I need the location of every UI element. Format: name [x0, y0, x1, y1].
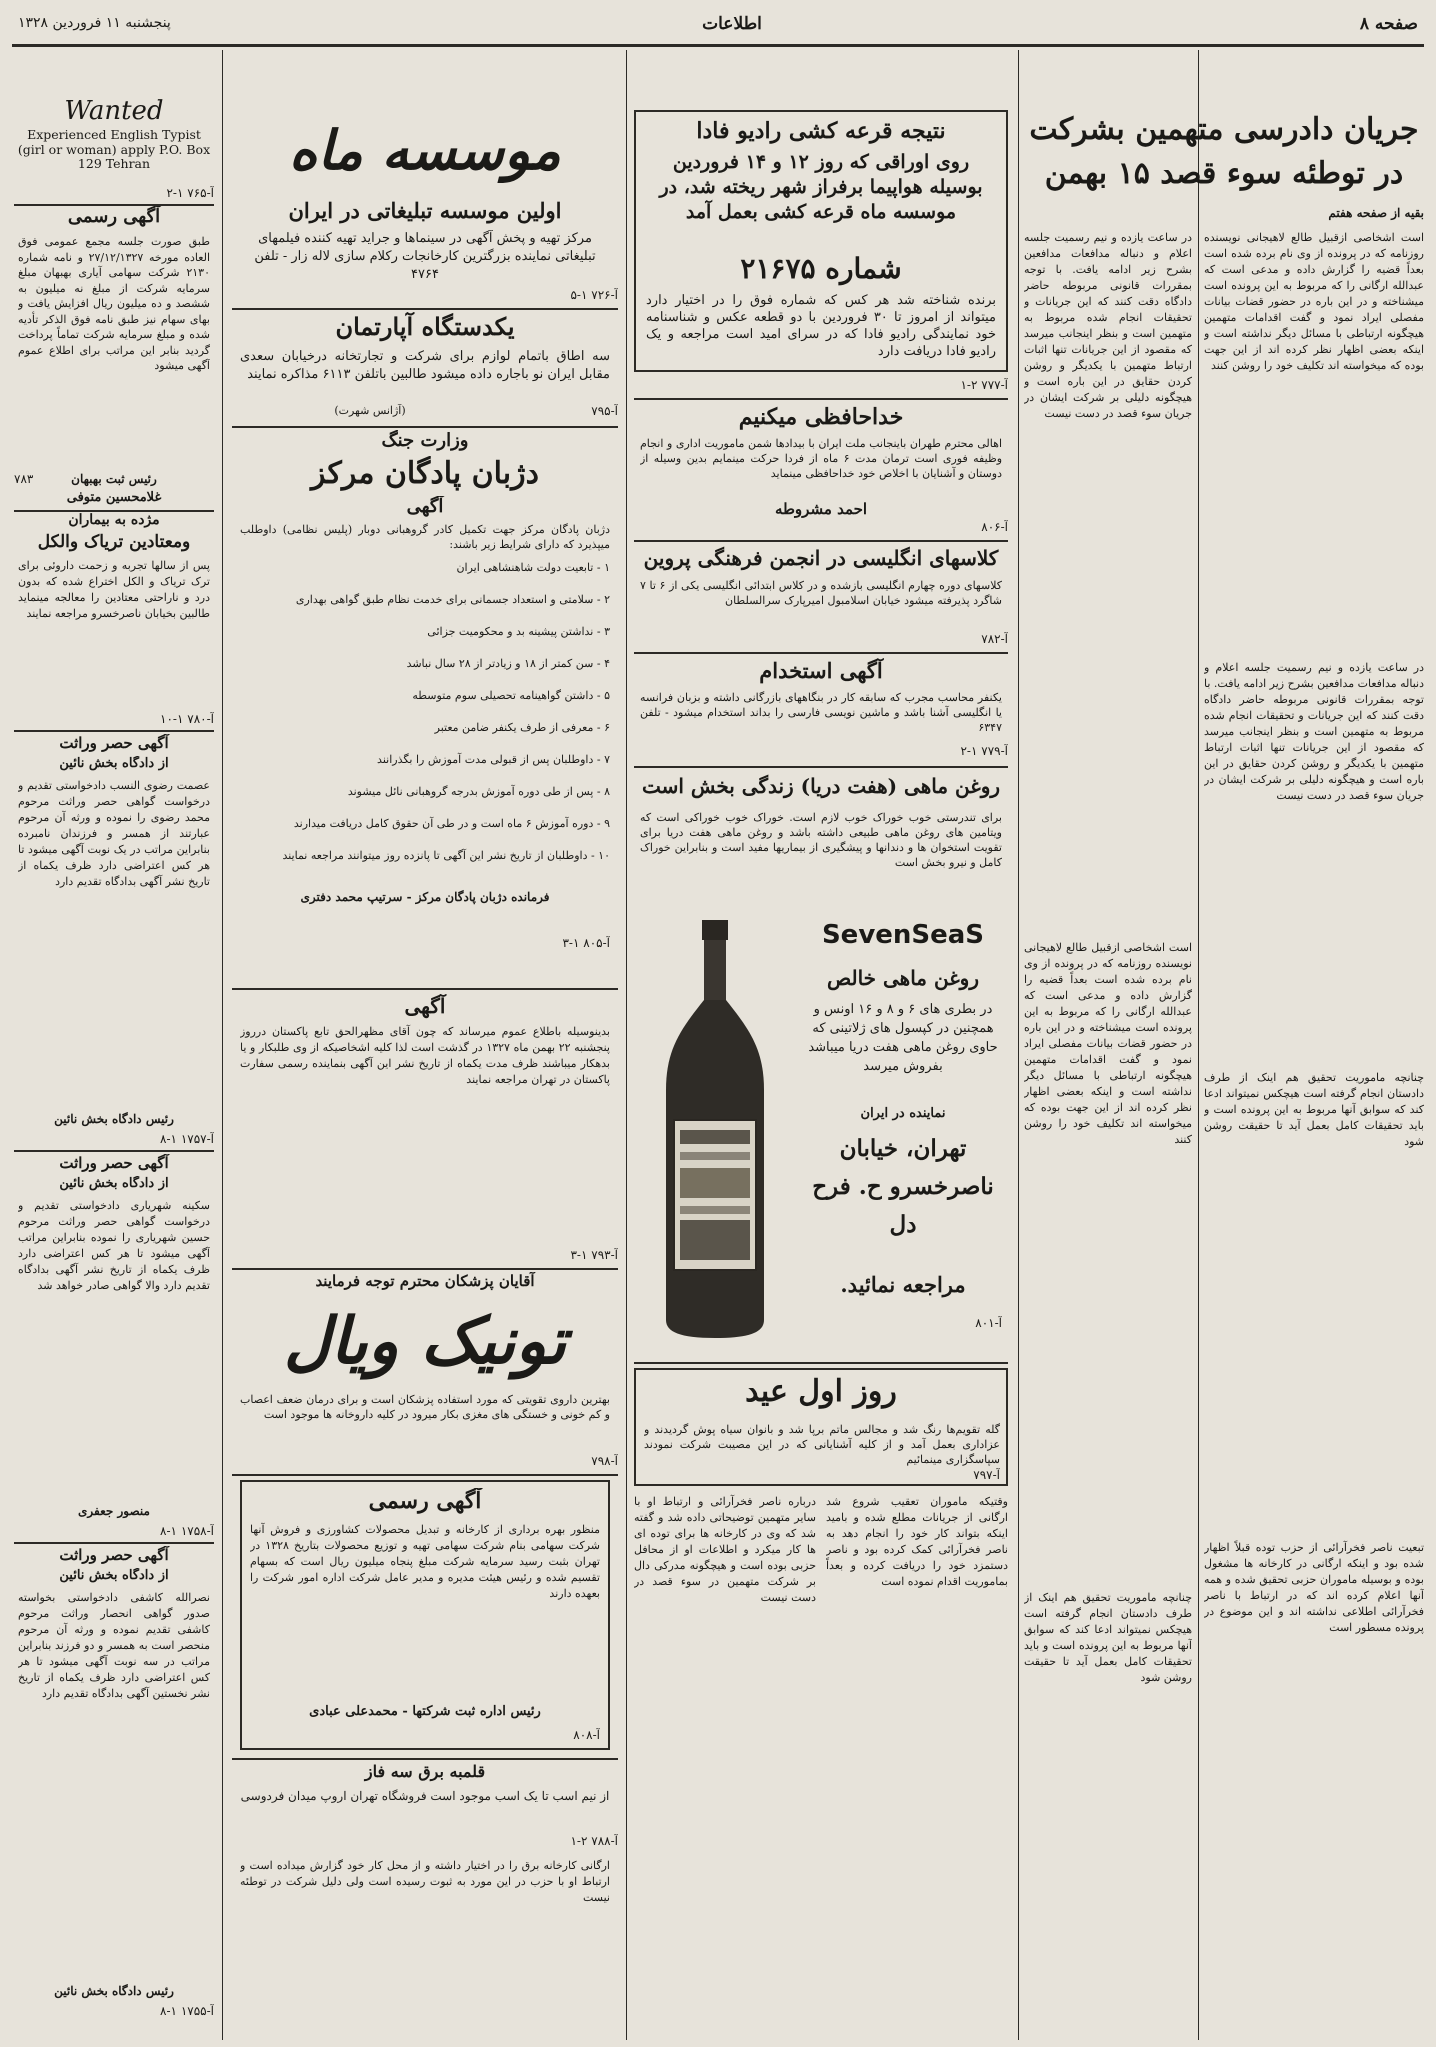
- ad-code: آ-۷۹۷: [973, 1468, 1000, 1482]
- war-intro: دژبان پادگان مرکز جهت تکمیل کادر گروهبانی دوبار (پلیس نظامی) داوطلب میپذیرد که دارای شرایط زیر باشند:: [240, 523, 610, 551]
- ad-code: آ-۸۰۵ ۱-۳: [562, 936, 610, 950]
- section-rule: [14, 1542, 214, 1544]
- ad-code: آ-۷۸۲: [981, 632, 1008, 646]
- column-rule: [626, 50, 627, 2040]
- ad-code: ۷۸۳: [14, 472, 34, 486]
- heirs-title: آگهی حصر وراثت: [59, 1154, 169, 1172]
- war-condition: ۶ - معرفی از طرف یکنفر ضامن معتبر: [434, 721, 610, 734]
- apartment-title: یکدستگاه آپارتمان: [335, 312, 515, 341]
- ad-code: آ-۷۸۰ ۱-۱۰: [160, 712, 214, 726]
- heirs-title: آگهی حصر وراثت: [59, 1546, 169, 1564]
- tonic-text: بهترین داروی تقویتی که مورد استفاده پزشکان است و برای درمان ضعف اعصاب و کم خونی و خستگی های مغزی بکار میرود در کلیه داروخانه ها موجود است: [240, 1393, 610, 1421]
- trial-paragraph: در ساعت یازده و نیم رسمیت جلسه اعلام و دنباله مدافعات مدافعین بشرح زیر ادامه یافت. با توجه بمقررات قانونی مربوطه حاضر دادگاه دقت کنند که این جریانات و تحقیقات انجام شده مربوط به متهمین است و بنظر اینجانب میرسد که مقصود از این جریانات تنها اثبات ارتباط متهمین با یکدیگر و روشن کردن حقایق در این باره است و هیچگونه دلیلی بر شرکت ایشان در جریان سوء قصد در دست نیست: [1204, 661, 1424, 802]
- section-rule: [232, 1758, 618, 1760]
- section-rule: [634, 766, 1008, 768]
- heirs-signature: منصور جعفری: [78, 1504, 150, 1518]
- ad-code: آ-۱۷۵۵ ۱-۸: [160, 2004, 214, 2018]
- trial-paragraph: تبعیت ناصر فخرآرائی از حزب توده قبلاً اظهار شده بود و اینکه ارگانی در کارخانه ها مشغول بوده و بوسیله ماموران حزبی تحقیق شده و همه آنها اعلام کرده اند که در ارتباط با ناصر فخرآرائی اطلاعی نداشته اند و این موضوع در پرونده مسطور است: [1204, 1541, 1424, 1634]
- ad-code: آ-۷۷۷ ۲-۱: [960, 378, 1008, 392]
- war-signature: فرمانده دژبان پادگان مرکز - سرتیپ محمد دفتری: [300, 890, 550, 904]
- classes-text: کلاسهای دوره چهارم انگلیسی بازشده و در کلاس ابتدائی انگلیسی یکی از ۶ تا ۷ شاگرد پذیرفته میشود خیابان اسلامبول امیرپارک سرالسلطان: [640, 579, 1002, 607]
- column-rule: [1198, 50, 1199, 2040]
- war-title: دژبان پادگان مرکز: [310, 456, 540, 491]
- cure-text: پس از سالها تجربه و زحمت داروئی برای ترک تریاک و الکل اختراع شده که بدون درد و ناراحتی معتادین را معالجه مینماید طالبین بخیابان ناصرخسرو مراجعه نمایند: [18, 559, 210, 620]
- date-line: پنجشنبه ۱۱ فروردین ۱۳۲۸: [18, 15, 171, 31]
- official-signature: رئیس ثبت بهبهان: [71, 472, 157, 486]
- apartment-note: (آژانس شهرت): [334, 404, 406, 417]
- ad-code: آ-۷۶۵ ۱-۲: [166, 186, 214, 200]
- heirs-subtitle: از دادگاه بخش نائین: [59, 1568, 169, 1583]
- oil-bottle-icon: [640, 920, 790, 1340]
- section-rule: [634, 652, 1008, 654]
- heirs-signature: رئیس دادگاه بخش نائین: [54, 1984, 174, 1998]
- war-condition: ۹ - دوره آموزش ۶ ماه است و در طی آن حقوق کامل دریافت میدارند: [293, 817, 610, 830]
- seven-seas-agent: نماینده در ایران: [860, 1106, 946, 1121]
- official-title: آگهی رسمی: [67, 206, 161, 227]
- ad-code: آ-۸۰۸: [573, 1728, 600, 1742]
- trial-paragraph: چنانچه ماموریت تحقیق هم اینک از طرف دادستان انجام گرفته است هیچکس نمیتواند ادعا کند که سوابق آنها مربوط به این پرونده است و باید تحقیقات کامل بعمل آید تا حقیقت روشن شود: [1024, 1591, 1192, 1684]
- war-condition: ۲ - سلامتی و استعداد جسمانی برای خدمت نظام طبق گواهی بهداری: [295, 593, 610, 606]
- trial-paragraph: است اشخاصی ازقبیل طالع لاهیجانی نویسنده روزنامه که در پرونده از وی نام برده شده است بعداً قضیه را گزارش داده و مدعی است که عبدالله ارگانی را که مربوط به این پرونده است میشناخته و در این باره در حضور قضات بیانات مفصلی ایراد نمود و گفت اقدامات متهمین هیچگونه ارتباطی با مسائل دیگر نداشته است و اینکه بعضی اظهار نظر کرده اند از این جهت بوده که میخواسته اند تکلیف خود را روشن کنند: [1024, 941, 1192, 1146]
- market-text: از نیم اسب تا یک اسب موجود است فروشگاه تهران اروپ میدان فردوسی: [240, 1789, 610, 1803]
- trial-paragraph: در ساعت یازده و نیم رسمیت جلسه اعلام و دنباله مدافعات مدافعین بشرح زیر ادامه یافت. با توجه بمقررات قانونی مربوطه حاضر دادگاه دقت کنند که این جریانات و تحقیقات انجام شده مربوط به متهمین است و بنظر اینجانب میرسد که مقصود از این جریانات تنها اثبات ارتباط متهمین با یکدیگر و روشن کردن حقایق در این باره است و هیچگونه دلیلی بر شرکت ایشان در جریان سوء قصد در دست نیست: [1024, 231, 1192, 420]
- war-condition: ۱ - تابعیت دولت شاهنشاهی ایران: [456, 561, 610, 574]
- seven-seas-refer: مراجعه نمائید.: [840, 1272, 966, 1297]
- ad-code: آ-۷۹۵: [591, 404, 618, 418]
- war-condition: ۸ - پس از طی دوره آموزش بدرجه گروهبانی نائل میشوند: [347, 785, 610, 798]
- war-ministry: وزارت جنگ: [381, 430, 469, 451]
- ad-code: آ-۷۸۸ ۲-۱: [570, 1834, 618, 1848]
- war-condition: ۳ - نداشتن پیشینه بد و محکومیت جزائی: [427, 625, 610, 638]
- ad-code: آ-۸۰۱: [975, 1316, 1002, 1330]
- seven-seas-address: تهران، خیابان ناصرخسرو ح. فرح دل: [812, 1135, 994, 1238]
- war-condition: ۷ - داوطلبان پس از قبولی مدت آموزش را بگذرانند: [377, 753, 610, 766]
- heirs-subtitle: از دادگاه بخش نائین: [59, 756, 169, 771]
- ad-code: آ-۷۲۶ ۱-۵: [570, 288, 618, 302]
- apartment-text: سه اطاق باتمام لوازم برای شرکت و تجارتخانه درخیابان سعدی مقابل ایران نو باجاره داده میشود طالبین باتلفن ۶۱۱۳ مذاکره نمایند: [240, 349, 610, 382]
- wanted-title: Wanted: [64, 96, 164, 126]
- lottery-number: شماره ۲۱۶۷۵: [740, 252, 902, 285]
- classes-title: کلاسهای انگلیسی در انجمن فرهنگی پروین: [643, 546, 999, 570]
- farewell-text: اهالی محترم طهران باینجانب ملت ایران با بیدادها شمن ماموریت اداری و انجام وظیفه فوری است ترمان مدت ۶ ماه از فردا حرکت مینمایم بدین وسیله از دوستان و آشنایان با اخلاص خود خداحافظی مینماید: [640, 437, 1002, 480]
- farewell-title: خداحافظی میکنیم: [738, 404, 904, 430]
- column-rule: [222, 50, 223, 2040]
- heirs-text: نصرالله کاشفی دادخواستی بخواسته صدور گواهی انحصار وراثت مرحوم کاشفی تقدیم نموده و ورثه آن مرحوم منحصر است به همسر و دو فرزند بنابراین مراتب در سه نوبت آگهی میشود تا هر کس اعتراضی دارد ظرف یکماه از تاریخ نشر نخستین آگهی بدادگاه تقدیم دارد: [18, 1591, 210, 1700]
- tonic-logo: تونیک ویال: [283, 1304, 567, 1379]
- heirs-text: عصمت رضوی النسب دادخواستی تقدیم و درخواست گواهی حصر وراثت مرحوم محمد رضوی را نموده و ورثه آن مرحوم عبارتند از همسر و فرزندان نامبرده بنابراین مراتب در یک نوبت آگهی میشود تا هر کس اعتراضی دارد ظرف یکماه از تاریخ نشر آگهی بدادگاه تقدیم دارد: [18, 779, 210, 888]
- masthead: [12, 10, 1424, 42]
- trade-title: آگهی: [404, 994, 446, 1018]
- ad-code: آ-۱۷۵۸ ۱-۸: [160, 1524, 214, 1538]
- section-rule: [232, 308, 618, 310]
- section-rule: [14, 1150, 214, 1152]
- page-label: صفحه ۸: [1359, 14, 1418, 34]
- trial-paragraph: وقتیکه ماموران تعقیب شروع شد ارگانی از جریانات مطلع شده و بامید اینکه بتواند کار خود را انجام دهد به ناصر فخرآرائی کمک کرده بود و ناصر دستمزد خود را دریافت کرده و بعداً بماموریت اقدام نموده است: [826, 1495, 1008, 1588]
- official-signature: رئیس اداره ثبت شرکتها - محمدعلی عبادی: [309, 1704, 541, 1719]
- mah-text: مرکز تهیه و پخش آگهی در سینماها و جراید تهیه کننده فیلمهای تبلیغاتی نماینده بزرگترین کارخانجات رکلام سازی لاله زار - تلفن ۴۷۶۴: [254, 231, 596, 282]
- market-title: قلمبه برق سه فاز: [364, 1762, 486, 1781]
- war-condition: ۱۰ - داوطلبان از تاریخ نشر این آگهی تا پانزده روز میتوانند مراجعه نمایند: [282, 849, 610, 862]
- seven-seas-title: روغن ماهی (هفت دریا) زندگی بخش است: [641, 774, 1001, 798]
- mourning-title: روز اول عید: [745, 1374, 897, 1409]
- lottery-text: برنده شناخته شد هر کس که شماره فوق را در اختیار دارد میتواند از امروز تا ۳۰ فروردین با دو قطعه عکس و شناسنامه خود نمایندگی رادیو فادا که در سرای امید است مراجعه و یک رادیو فادا دریافت دارد: [646, 293, 996, 359]
- mah-logo: موسسه ماه: [289, 118, 561, 182]
- wanted-text: Experienced English Typist (girl or woman) apply P.O. Box 129 Tehran: [17, 128, 211, 171]
- section-rule: [232, 1268, 618, 1270]
- heirs-signature: رئیس دادگاه بخش نائین: [54, 1112, 174, 1126]
- trial-headline: جریان دادرسی متهمین بشرکت در توطئه سوء قصد ۱۵ بهمن: [1029, 112, 1419, 191]
- column-rule: [1018, 50, 1019, 2040]
- section-rule: [232, 1474, 618, 1476]
- trial-paragraph: ارگانی کارخانه برق را در اختیار داشته و از محل کار خود گزارش میداده است و ارتباط او با حزب در این مورد به ثبوت رسیده است ولی دلیل شرکت در توطئه نیست: [240, 1859, 610, 1904]
- heirs-text: سکینه شهریاری دادخواستی تقدیم و درخواست گواهی حصر وراثت مرحوم حسین شهریاری را نموده بنابراین مراتب آگهی میشود تا هر کس اعتراضی دارد ظرف یکماه از تاریخ نشر آگهی بدادگاه تقدیم دارد والا گواهی صادر خواهد شد: [18, 1199, 210, 1292]
- trade-text: بدینوسیله باطلاع عموم میرساند که چون آقای مظهرالحق تابع پاکستان درروز پنجشنبه ۲۲ بهمن ماه ۱۳۲۷ در گذشت است لذا کلیه اشخاصیکه از وی طلبکار و یا بدهکار میباشند ظرف مدت یکماه از تاریخ نشر این آگهی بنماینده رسمی سفارت پاکستان در تهران مراجعه نمایند: [240, 1025, 610, 1086]
- seven-seas-sizes: در بطری های ۶ و ۸ و ۱۶ اونس و همچنین در کپسول های ژلاتینی که حاوی روغن ماهی هفت دریا میباشد بفروش میرسد: [808, 1002, 998, 1074]
- lottery-title: نتیجه قرعه کشی رادیو فادا: [696, 118, 946, 144]
- trial-paragraph: چنانچه ماموریت تحقیق هم اینک از طرف دادستان انجام گرفته است هیچکس نمیتواند ادعا کند که سوابق آنها مربوط به این پرونده است و باید تحقیقات کامل بعمل آید تا حقیقت روشن شود: [1204, 1071, 1424, 1148]
- official-text: طبق صورت جلسه مجمع عمومی فوق العاده مورخه ۲۷/۱۲/۱۳۲۷ و نامه شماره ۲۱۳۰ شرکت سهامی آیاری بهبهان مبلغ سرمایه شرکت از مبلغ نه میلیون به ششصد و ده میلیون ریال افزایش یافت و بهای سهام نیز طبق نامه فوق الذکر تأدیه شده و مبلغ سرمایه شرکت تماماً پرداخت گردید بنابر این مراتب برای اطلاع عموم آگهی میشود: [18, 235, 210, 372]
- official-text: منظور بهره برداری از کارخانه و تبدیل محصولات کشاورزی و فروش آنها شرکت سهامی بنام شرکت سهامی تهیه و توزیع محصولات بتاریخ ۱۳۲۸ در تهران بثبت رسید سرمایه شرکت مبلغ پنجاه میلیون ریال است که بسهام تقسیم شده و رئیس هیئت مدیره و مدیر عامل شرکت اداره امور شرکت را بعهده دارند: [250, 1523, 600, 1600]
- trial-paragraph: درباره ناصر فخرآرائی و ارتباط او با سایر متهمین توضیحاتی داده شد و گفته شد که وی در کارخانه ها برای توده ای ها کار میکرد و اطلاعات او از محافل حزبی بوده است و هیچگونه مدرکی دال بر شرکت متهمین در سوء قصد در دست نیست: [634, 1495, 816, 1604]
- mourning-text: گله تقویم‌ها رنگ شد و مجالس ماتم برپا شد و بانوان سیاه پوش گردیدند و عزاداری بعمل آمد و از کلیه آشنایانی که در این مصیبت شرکت نمودند سپاسگزاری مینمائیم: [644, 1423, 1000, 1466]
- tonic-header: آقایان پزشکان محترم توجه فرمایند: [315, 1272, 535, 1290]
- mah-subtitle: اولین موسسه تبلیغاتی در ایران: [288, 198, 562, 223]
- seven-seas-ad: [634, 770, 1008, 1360]
- ad-code: آ-۷۹۳ ۱-۳: [570, 1248, 618, 1262]
- section-rule: [14, 730, 214, 732]
- official-title: آگهی رسمی: [368, 1488, 482, 1514]
- war-heading: آگهی: [406, 496, 444, 517]
- lottery-subtitle: روی اوراقی که روز ۱۲ و ۱۴ فروردین بوسیله هواپیما برفراز شهر ریخته شد، در موسسه ماه قرعه کشی بعمل آمد: [659, 151, 983, 223]
- official-name: غلامحسین متوفی: [66, 490, 162, 505]
- lottery-box: [634, 110, 1008, 372]
- cure-title: مژده به بیماران: [68, 512, 160, 528]
- employment-text: یکنفر محاسب مجرب که سابقه کار در بنگاههای بازرگانی داشته و بزبان فرانسه یا انگلیسی آشنا باشد و ماشین نویسی فارسی را بداند استخدام میشود - تلفن ۶۳۴۷: [640, 691, 1002, 734]
- cure-subtitle: ومعتادین تریاک والکل: [37, 532, 191, 552]
- war-condition: ۵ - داشتن گواهینامه تحصیلی سوم متوسطه: [412, 689, 610, 702]
- heirs-subtitle: از دادگاه بخش نائین: [59, 1176, 169, 1191]
- seven-seas-brand: SevenSeaS: [821, 920, 985, 950]
- seven-seas-text: برای تندرستی خوب خوراک خوب لازم است. خوراک خوب خوراکی است که ویتامین های روغن ماهی طبیعی داشته باشد و روغن ماهی هفت دریا برای تقویت استخوان ها و دندانها و پیشگیری از بیماریها مفید است و بنابراین خوراک کامل و نیرو بخش است: [640, 811, 1002, 869]
- section-rule: [634, 540, 1008, 542]
- section-rule: [634, 398, 1008, 400]
- section-rule: [232, 988, 618, 990]
- farewell-name: احمد مشروطه: [774, 500, 868, 518]
- ad-code: آ-۷۹۸: [591, 1454, 618, 1468]
- paper-name: اطلاعات: [702, 14, 762, 34]
- continued-note: بقیه از صفحه هفتم: [1328, 206, 1424, 220]
- war-condition: ۴ - سن کمتر از ۱۸ و زیادتر از ۲۸ سال نباشد: [406, 657, 610, 670]
- war-conditions: [240, 560, 610, 980]
- mourning-box: [634, 1368, 1008, 1486]
- ad-code: آ-۷۷۹ ۱-۲: [960, 744, 1008, 758]
- ad-code: آ-۸۰۶: [981, 520, 1008, 534]
- section-rule: [634, 1362, 1008, 1364]
- employment-title: آگهی استخدام: [759, 658, 883, 683]
- heirs-title: آگهی حصر وراثت: [59, 734, 169, 752]
- official-notice-box: [240, 1480, 610, 1750]
- masthead-rule: [12, 44, 1424, 47]
- trial-paragraph: است اشخاصی ازقبیل طالع لاهیجانی نویسنده روزنامه که در پرونده از وی نام برده شده است بعداً قضیه را گزارش داده و مدعی است که عبدالله ارگانی را که مربوط به این پرونده است میشناخته و در این باره در حضور قضات بیانات مفصلی ایراد نمود و گفت اقدامات متهمین هیچگونه ارتباطی با مسائل دیگر نداشته است و اینکه بعضی اظهار نظر کرده اند از این جهت بوده که میخواسته اند تکلیف خود را روشن کنند: [1204, 231, 1424, 372]
- section-rule: [232, 426, 618, 428]
- ad-code: آ-۱۷۵۷ ۱-۸: [160, 1132, 214, 1146]
- seven-seas-brand-fa: روغن ماهی خالص: [826, 966, 979, 990]
